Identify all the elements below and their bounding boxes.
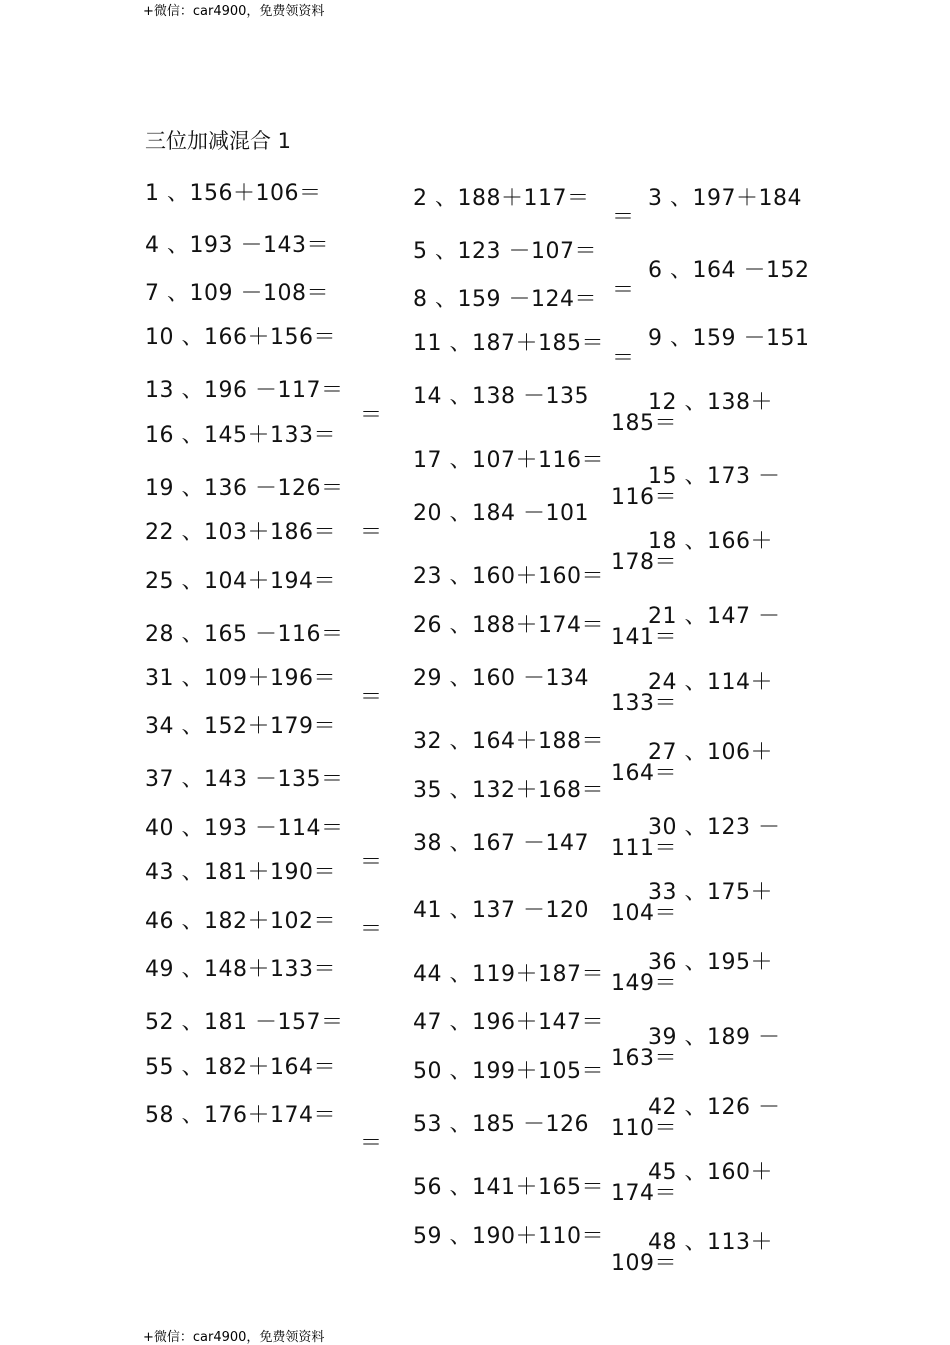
problem-18-part-a: 18 、166＋ bbox=[648, 529, 773, 554]
problem-34: 34 、152＋179＝ bbox=[145, 714, 336, 739]
problem-52: 52 、181 －157＝ bbox=[145, 1010, 344, 1035]
problem-5: 5 、123 －107＝ bbox=[413, 239, 597, 264]
problem-45-part-a: 45 、160＋ bbox=[648, 1160, 773, 1185]
problem-27-part-a: 27 、106＋ bbox=[648, 740, 773, 765]
problem-3: 3 、197＋184 bbox=[648, 186, 802, 211]
problem-29: 29 、160 －134 bbox=[413, 666, 589, 691]
problem-21-part-b: 141＝ bbox=[611, 625, 677, 650]
problem-53: 53 、185 －126 bbox=[413, 1112, 589, 1137]
problem-35: 35 、132＋168＝ bbox=[413, 778, 604, 803]
problem-49: 49 、148＋133＝ bbox=[145, 957, 336, 982]
problem-28: 28 、165 －116＝ bbox=[145, 622, 344, 647]
problem-37: 37 、143 －135＝ bbox=[145, 767, 344, 792]
footer-note: +微信：car4900，免费领资料 bbox=[143, 1330, 325, 1345]
problem-6: 6 、164 －152 bbox=[648, 258, 810, 283]
problem-15-part-b: 116＝ bbox=[611, 485, 677, 510]
problem-1: 1 、156＋106＝ bbox=[145, 181, 322, 206]
problem-48-part-a: 48 、113＋ bbox=[648, 1230, 773, 1255]
problem-13: 13 、196 －117＝ bbox=[145, 378, 344, 403]
problem-48-part-b: 109＝ bbox=[611, 1251, 677, 1276]
problem-56: 56 、141＋165＝ bbox=[413, 1175, 604, 1200]
problem-50: 50 、199＋105＝ bbox=[413, 1059, 604, 1084]
problem-41: 41 、137 －120 bbox=[413, 898, 589, 923]
problem-7: 7 、109 －108＝ bbox=[145, 281, 329, 306]
problem-21-part-a: 21 、147 － bbox=[648, 604, 781, 629]
problem-33-part-b: 104＝ bbox=[611, 901, 677, 926]
problem-9: 9 、159 －151 bbox=[648, 326, 810, 351]
worksheet-title: 三位加减混合 1 bbox=[145, 129, 292, 153]
problem-32: 32 、164＋188＝ bbox=[413, 729, 604, 754]
problem-38: 38 、167 －147 bbox=[413, 831, 589, 856]
problem-31: 31 、109＋196＝ bbox=[145, 666, 336, 691]
problem-22: 22 、103＋186＝ bbox=[145, 520, 336, 545]
problem-20: 20 、184 －101 bbox=[413, 501, 589, 526]
problem-46: 46 、182＋102＝ bbox=[145, 909, 336, 934]
equals-sign: ＝ bbox=[612, 205, 635, 230]
problem-47: 47 、196＋147＝ bbox=[413, 1010, 604, 1035]
problem-27-part-b: 164＝ bbox=[611, 761, 677, 786]
problem-30-part-a: 30 、123 － bbox=[648, 815, 781, 840]
problem-12-part-a: 12 、138＋ bbox=[648, 390, 773, 415]
problem-39-part-a: 39 、189 － bbox=[648, 1025, 781, 1050]
header-note: +微信：car4900，免费领资料 bbox=[143, 4, 325, 19]
problem-12-part-b: 185＝ bbox=[611, 411, 677, 436]
problem-17: 17 、107＋116＝ bbox=[413, 448, 604, 473]
problem-44: 44 、119＋187＝ bbox=[413, 962, 604, 987]
problem-42-part-b: 110＝ bbox=[611, 1116, 677, 1141]
equals-sign: ＝ bbox=[360, 403, 383, 428]
problem-45-part-b: 174＝ bbox=[611, 1181, 677, 1206]
problem-59: 59 、190＋110＝ bbox=[413, 1224, 604, 1249]
equals-sign: ＝ bbox=[360, 850, 383, 875]
problem-30-part-b: 111＝ bbox=[611, 836, 677, 861]
problem-11: 11 、187＋185＝ bbox=[413, 331, 604, 356]
problem-40: 40 、193 －114＝ bbox=[145, 816, 344, 841]
problem-58: 58 、176＋174＝ bbox=[145, 1103, 336, 1128]
equals-sign: ＝ bbox=[360, 685, 383, 710]
problem-4: 4 、193 －143＝ bbox=[145, 233, 329, 258]
problem-55: 55 、182＋164＝ bbox=[145, 1055, 336, 1080]
problem-8: 8 、159 －124＝ bbox=[413, 287, 597, 312]
problem-33-part-a: 33 、175＋ bbox=[648, 880, 773, 905]
problem-39-part-b: 163＝ bbox=[611, 1046, 677, 1071]
problem-36-part-a: 36 、195＋ bbox=[648, 950, 773, 975]
problem-26: 26 、188＋174＝ bbox=[413, 613, 604, 638]
problem-14: 14 、138 －135 bbox=[413, 384, 589, 409]
equals-sign: ＝ bbox=[612, 278, 635, 303]
problem-18-part-b: 178＝ bbox=[611, 550, 677, 575]
problem-16: 16 、145＋133＝ bbox=[145, 423, 336, 448]
problem-15-part-a: 15 、173 － bbox=[648, 464, 781, 489]
equals-sign: ＝ bbox=[360, 917, 383, 942]
problem-24-part-a: 24 、114＋ bbox=[648, 670, 773, 695]
problem-36-part-b: 149＝ bbox=[611, 971, 677, 996]
problem-10: 10 、166＋156＝ bbox=[145, 325, 336, 350]
problem-19: 19 、136 －126＝ bbox=[145, 476, 344, 501]
equals-sign: ＝ bbox=[360, 1131, 383, 1156]
problem-43: 43 、181＋190＝ bbox=[145, 860, 336, 885]
problem-2: 2 、188＋117＝ bbox=[413, 186, 590, 211]
problem-42-part-a: 42 、126 － bbox=[648, 1095, 781, 1120]
equals-sign: ＝ bbox=[612, 346, 635, 371]
problem-24-part-b: 133＝ bbox=[611, 691, 677, 716]
problem-23: 23 、160＋160＝ bbox=[413, 564, 604, 589]
problem-25: 25 、104＋194＝ bbox=[145, 569, 336, 594]
equals-sign: ＝ bbox=[360, 520, 383, 545]
